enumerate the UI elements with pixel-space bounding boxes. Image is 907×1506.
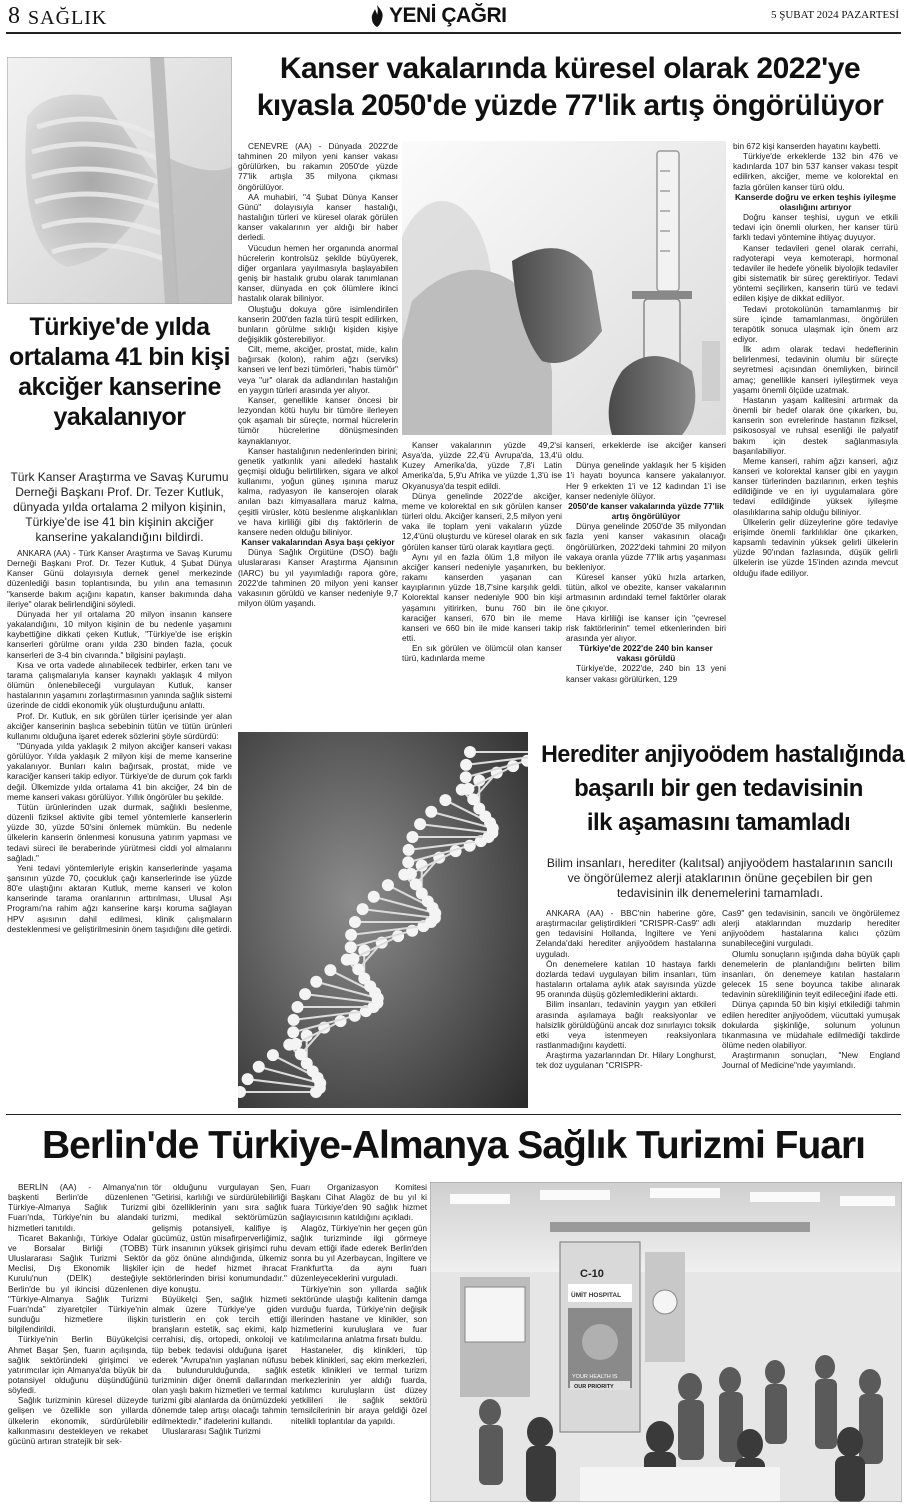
paragraph: kanseri, erkeklerde ise akciğer kanseri oldu. bbox=[566, 440, 726, 461]
paragraph: Meme kanseri, rahim ağzı kanseri, ağız kanseri ve kolorektal kanser gibi en yaygın kanser türlerinden bazılarının, erken teşhis edildiğinde ve en iyi uygulamalara göre tedavi edildiğinde yüksek iyileşme olasılıklarına sahip olduğu biliniyor. bbox=[733, 455, 898, 517]
paragraph: Olumlu sonuçların ışığında daha büyük çaplı denemelerin de planlandığını belirten bilim insanları, ön denemeye katılan hastaların gelecek 15 sene boyunca takibe alınarak tedavinin sürekliliğinin teyit edileceğini ifade etti. bbox=[722, 948, 900, 1000]
fair-photo bbox=[430, 1182, 902, 1502]
paragraph: Ön denemelere katılan 10 hastaya farklı dozlarda tedavi uygulayan bilim insanları, tüm hastaların ortalama aylık atak sayısında yüzde 95 oranında düşüş gözlemlediklerini aktardı. bbox=[536, 958, 716, 1000]
paragraph: Uluslararası Sağlık Turizmi bbox=[162, 1425, 261, 1436]
gene-lead: Bilim insanları, herediter (kalıtsal) anjiyoödem hastalarının sancılı ve öngörülemez alerji ataklarının önüne geçebilen bir gen tedavisinin ilk denemelerini tamamladı. bbox=[546, 856, 894, 900]
dna-node bbox=[467, 793, 479, 805]
berlin-headline-wrap bbox=[6, 1118, 901, 1174]
dna-node bbox=[460, 771, 472, 783]
subheading: Türkiye'de 2022'de 240 bin kanser vakası görüldü bbox=[579, 643, 713, 664]
paragraph: Bilim insanları, tedavinin yaygın yan etkileri arasında aşılamaya bağlı reaksiyonlar ve halsizlik görüldüğünü ancak doz sınırlayıcı toksik etki veya istenmeyen reaksiyonlara rastlanmadığını kaydetti. bbox=[536, 999, 716, 1051]
paragraph: En sık görülen ve ölümcül olan kanser türü, kadınlarda meme bbox=[402, 643, 562, 664]
paragraph: BERLİN (AA) - Almanya'nın başkenti Berlin'de düzenlenen Türkiye-Almanya Sağlık Turizmi Fuarı'nda, Türkiye'nin bu alandaki hizmetleri tanıtıldı. bbox=[8, 1182, 148, 1233]
dna-node bbox=[414, 818, 426, 830]
paragraph: Dünya genelinde 2022'de akciğer, meme ve kolorektal en sık görülen kanser türleri oldu. Akciğer kanseri, 2,5 milyon yeni vaka ile toplam yeni vakaların yüzde 12,4'ünü oluşturdu ve küresel olarak en sık görülen kanser türü olarak kayıtlara geçti. bbox=[402, 490, 562, 552]
gene-headline-line: Herediter anjiyoödem hastalığında bbox=[541, 741, 905, 768]
dna-node bbox=[288, 1014, 300, 1026]
paragraph: Yeni tedavi yöntemleriyle erişkin kanserlerinde yaşama şansının yüzde 70, çocukluk çağı kanserlerinde ise yüzde 80'e ulaştığını aktaran Kutluk, meme kanseri ve kolon kanserinde tarama oranlarının arttırılması, Ulusal Aşı Programı'na rahim ağzı kanserine karşı koruma sağlayan HPV aşısının dahil edilmesi, klinik çalışmaların desteklenmesi ve geliştirilmesinin önem taşıdığını dile getirdi. bbox=[7, 862, 232, 934]
paragraph: bin 672 kişi kanserden hayatını kaybetti. bbox=[733, 141, 881, 151]
lung-headline-line: ortalama 41 bin kişi bbox=[8, 343, 230, 371]
berlin-col-2 bbox=[152, 1182, 287, 1500]
lung-headline-line: yakalanıyor bbox=[53, 403, 186, 431]
paragraph: Oluştuğu dokuya göre isimlendirilen kanserin 200'den fazla türü tespit edilirken, bunların görülme sıklığı kişiden kişiye değişiklik gösterebiliyor. bbox=[238, 303, 398, 344]
dna-node bbox=[439, 794, 451, 806]
dna-node bbox=[464, 746, 476, 758]
paragraph: CENEVRE (AA) - Dünyada 2022'de tahminen 20 milyon yeni kanser vakası görülürken, bu rakamın 2050'de yüzde 77'lik artışla 35 milyona çıkması öngörülüyor. bbox=[238, 141, 398, 192]
paragraph: ANKARA (AA) - Türk Kanser Araştırma ve Savaş Kurumu Derneği Başkanı Prof. Dr. Tezer Kutluk, 4 Şubat Dünya Kanser Günü dolayısıyla dernek genel merkezinde düzenlediği basın toplantısında, bu yılın ana temasının "kanserde bakım açığını kapatın, kanser bakımında daha ileriye" olarak belirlendiğini söyledi. bbox=[7, 548, 232, 609]
paragraph: Tedavi protokolünün tamamlanmış bir süre içinde tamamlanması, öngörülen terapötik sonuca ulaşmak için önem arz ediyor. bbox=[733, 303, 898, 344]
brand-name: YENİ ÇAĞRI bbox=[389, 4, 507, 27]
paragraph: Küresel kanser yükü hızla artarken, tütün, alkol ve obezite, kanser vakalarının artmasının ardındaki temel faktörler olarak öne çıkıyor. bbox=[566, 572, 726, 613]
main-col-1 bbox=[238, 141, 398, 716]
paragraph: Türkiye'de erkeklerde 132 bin 476 ve kadınlarda 107 bin 537 kanser vakası tespit edilirken, akciğer, meme ve kolorektal en fazla görülen kanser türü oldu. bbox=[733, 151, 898, 192]
main-headline-line: kıyasla 2050'de yüzde 77'lik artış öngörülüyor bbox=[256, 89, 884, 122]
main-col-2 bbox=[402, 440, 562, 716]
paragraph: İlk adım olarak tedavi hedeflerinin belirlenmesi, tedavinin olumlu bir süreçte seyretmesi açısından önemliyken, birincil amaç; genellikle kanseri iyileştirmek veya yaşamı önemli ölçüde uzatmak. bbox=[733, 344, 898, 395]
paragraph: Büyükelçi Şen, sağlık hizmeti almak üzere Türkiye'ye giden turistlerin en çok tercih ettiği branşların estetik, saç ekimi, kalp cerrahisi, diş, ortopedi, onkoloji ve tüp bebek tedavisi olduğuna işaret ederek "Avrupa'nın yaşlanan nüfusu da bulundurulduğunda, sağlık turizminin diğer önemli dallarından olan yaşlı bakım hizmetleri ve termal turizmi gibi alanlarda da önümüzdeki dönemde talep artışı olacağı tahmin edilmektedir." ifadelerini kullandı. bbox=[152, 1293, 287, 1426]
paragraph: Dünya genelinde yaklaşık her 5 kişiden 1'i hayatı boyunca kansere yakalanıyor. Her 9 erkekten 1'i ve 12 kadından 1'i ise kanser nedeniyle ölüyor. bbox=[566, 460, 726, 501]
section-rule bbox=[6, 1114, 901, 1115]
section-name: SAĞLIK bbox=[28, 7, 108, 29]
berlin-col-1 bbox=[8, 1182, 148, 1500]
dna-node bbox=[462, 783, 474, 795]
dna-node bbox=[403, 844, 415, 856]
dna-node bbox=[349, 916, 361, 928]
dna-node bbox=[405, 868, 417, 880]
dna-node bbox=[295, 1048, 307, 1060]
poster-line-2: OUR PRIORITY bbox=[574, 1384, 614, 1390]
paragraph: Türkiye'nin Berlin Büyükelçisi Ahmet Başar Şen, fuarın açılışında, sağlık sektöründeki girişimci ve yatırımcılar için Almanya'da büyük bir potansiyel olduğunu düşündüğünü söyledi. bbox=[8, 1334, 148, 1396]
paragraph: Türkiye'nin son yıllarda sağlık sektöründe ulaştığı kalitenin damga vurduğu fuarda, Türkiye'nin değişik illerinden hastane ve klinikler, son hizmetlerini kuruluşlara ve fuar katılımcılarına anlatma fırsatı buldu. bbox=[291, 1283, 427, 1345]
dna-node bbox=[290, 1038, 302, 1050]
subheading: Kanserde doğru ve erken teşhis iyileşme olasılığını artırıyor bbox=[735, 191, 896, 212]
page-number: 8 bbox=[8, 3, 20, 29]
hospital-name: ÜMİT HOSPITAL bbox=[571, 1292, 622, 1299]
paragraph: Dünya Sağlık Örgütüne (DSÖ) bağlı uluslararası Kanser Araştırma Ajansının (IARC) bu yıl yayımladığı rapora göre, 2022'de tahminen 20 milyon yeni kanser vakasının görüldü ve kanser nedeniyle 9,7 milyon ölüm yaşandı. bbox=[238, 547, 398, 609]
dna-node bbox=[407, 831, 419, 843]
lung-lead: Türk Kanser Araştırma ve Savaş Kurumu Derneği Başkanı Prof. Dr. Tezer Kutluk, dünyada yılda ortalama 2 milyon kişinin, Türkiye'de ise 41 bin kişinin akciğer kanserine yakalandığını bildirdi. bbox=[10, 470, 229, 544]
dna-node bbox=[460, 759, 472, 771]
paragraph: Kanser, genellikle kanser öncesi bir lezyondan kötü huylu bir tümöre ilerleyen çok aşamalı bir süreçte, normal hücrelerin tümör hücrelerine dönüşmesinden kaynaklanıyor. bbox=[238, 394, 398, 446]
paragraph: Hava kirliliği ise kanser için "çevresel risk faktörlerinin" temel etkenlerinden biri arasında yer alıyor. bbox=[566, 612, 726, 643]
berlin-col-3 bbox=[291, 1182, 427, 1500]
paragraph: Hastanın yaşam kalitesini artırmak da önemli bir hedef olarak öne çıkarken, bu, kanserin son evrelerinde hastanın fiziksel, psikososyal ve ruhsal esenliği ile palyatif bakım için destek sağlanmasıyla başarılabiliyor. bbox=[733, 394, 898, 456]
paragraph: Dünya genelinde 2050'de 35 milyondan fazla yeni kanser vakasının olacağı öngörülürken, 2022'deki tahmini 20 milyon vakaya oranla yüzde 77'lik artış yaşanması bekleniyor. bbox=[566, 521, 726, 572]
syringe-photo bbox=[402, 141, 726, 435]
dna-node bbox=[347, 953, 359, 965]
gene-col-2 bbox=[722, 908, 900, 1108]
dna-node bbox=[253, 1061, 265, 1073]
dna-photo bbox=[238, 732, 528, 1108]
main-headline bbox=[238, 50, 902, 124]
dna-node bbox=[402, 856, 414, 868]
paragraph: Aynı yıl en fazla ölüm 1,8 milyon ile akciğer kanseri nedeniyle yaşanırken, bu rakamı kanserden yaşanan can kayıplarının yüzde 18,7'sine karşılık geldi. Kolorektal kanser nedeniyle 900 bin kişi yaşamını yitirirken, bunu 760 bin ile karaciğer kanseri, 670 bin ile meme kanseri ve 660 bin ile mide kanseri takip etti. bbox=[402, 551, 562, 643]
lung-body bbox=[7, 548, 232, 1108]
lung-headline-line: Türkiye'de yılda bbox=[29, 313, 210, 341]
main-col-3 bbox=[566, 440, 726, 716]
paragraph: Kanser hastalığının nedenlerinden birini; genetik yatkınlık yani ailedeki hastalık geçmişi olduğu belirtilirken, sigara ve alkol kullanımı, yoğun güneş ışınına maruz kalma, radyasyon ile kanserojen olarak anılan bazı kimyasallara maruz kalma, çeşitli virüsler, kötü beslenme alışkanlıkları ve hava kirliliği gibi dış faktörlerin de kansere neden olduğu biliniyor. bbox=[238, 445, 398, 537]
booth-number: C-10 bbox=[580, 1268, 604, 1280]
dna-node bbox=[425, 806, 437, 818]
paragraph: Ticaret Bakanlığı, Türkiye Odalar ve Borsalar Birliği (TOBB) Uluslararası Sağlık Turizmi Sektör Meclisi, Dış Ekonomik İlişkiler Kurulu'nun (DEİK) desteğiyle Berlin'de bu yıl ikincisi düzenlenen "Türkiye-Almanya Sağlık Turizmi Fuarı'nda" ziyaretçiler Türkiye'nin sunduğu hizmetlere ilişkin bilgilendirildi. bbox=[8, 1232, 148, 1335]
xray-photo bbox=[7, 57, 232, 304]
dna-node bbox=[357, 903, 369, 915]
dna-node bbox=[287, 1026, 299, 1038]
dna-node bbox=[352, 963, 364, 975]
paragraph: Cas9" gen tedavisinin, sancılı ve öngörülemez alerji ataklarından muzdarip herediter anjiyoödem hastalarına kalıcı çözüm sunabileceğini vurguladı. bbox=[722, 908, 900, 949]
dna-node bbox=[368, 891, 380, 903]
flame-logo-icon bbox=[368, 4, 386, 28]
dna-node bbox=[410, 878, 422, 890]
subheading: 2050'de kanser vakalarında yüzde 77'lik artış öngörülüyor bbox=[568, 500, 724, 522]
paragraph: "Dünyada yılda yaklaşık 2 milyon akciğer kanseri vakası görülüyor. Yılda yaklaşık 2 milyon kişi de meme kanserine yakalanıyor. Bunları kalın bağırsak, prostat, mide ve karaciğer kanseri takip ediyor. Türkiye'de de durum çok farklı değil. Ülkemizde yılda ortalama 41 bin akciğer, 24 bin de meme kanseri vakası görülüyor. Yıllık öngörüler bu şekilde. bbox=[7, 740, 232, 802]
paragraph: ANKARA (AA) - BBC'nin haberine göre, araştırmacılar geliştirdikleri "CRISPR-Cas9" adlı gen tedavisini Hollanda, İngiltere ve Yeni Zelanda'daki herediter anjiyoödem hastalarına uyguladı. bbox=[536, 908, 716, 959]
dna-node bbox=[324, 964, 336, 976]
paragraph: Türkiye'de, 2022'de, 240 bin 13 yeni kanser vakası görülürken, 129 bbox=[566, 663, 726, 684]
paragraph: Vücudun hemen her organında anormal hücrelerin kontrolsüz şekilde büyüyerek, diğer organlara yayılmasıyla başlayabilen geniş bir hastalık grubu olarak tanımlanan kanser, dünyada en çok ölümlere ikinci hastalık olarak biliniyor. bbox=[238, 242, 398, 304]
berlin-headline: Berlin'de Türkiye-Almanya Sağlık Turizmi Fuarı bbox=[42, 1124, 865, 1167]
paragraph: Ülkelerin gelir düzeylerine göre tedaviye erişimde önemli farklılıklar öne çıkarken, kapsamlı tedavinin yüksek gelirli ülkelerin yüzde 90'ından fazlasında, düşük gelirli ülkelerin ise yüzde 15'inden azında mevcut olduğu ifade ediliyor. bbox=[733, 516, 898, 578]
paragraph: AA muhabiri, "4 Şubat Dünya Kanser Günü" dolayısıyla kanser hastalığı, hastalığın türleri ve küresel olarak görülen kanser vakalarının yer aldığı bir haber derledi. bbox=[238, 191, 398, 243]
masthead-rule bbox=[6, 32, 901, 34]
paragraph: Araştırma yazarlarından Dr. Hilary Longhurst, tek doz uygulanan "CRISPR- bbox=[536, 1050, 716, 1071]
gene-col-1 bbox=[536, 908, 716, 1108]
poster-line-1: YOUR HEALTH IS bbox=[572, 1374, 618, 1380]
gene-headline bbox=[535, 738, 905, 840]
brand-logo bbox=[368, 2, 507, 30]
paragraph: tör olduğunu vurgulayan Şen, "Getirisi, karlılığı ve sürdürülebilirliği gibi özelliklerinin yanı sıra sağlık turizmi, medikal sektörümüzün gelişmiş potansiyeli, kalifiye iş gücümüz, üstün misafirperverliğimiz, Türk insanının yüksek girişimci ruhu da göz önüne alındığında, ülkemiz için de hedef hizmet ihracat sektörlerinden birisi konumundadır." diye konuştu. bbox=[152, 1182, 287, 1294]
lung-headline bbox=[7, 312, 232, 432]
paragraph: Dünyada her yıl ortalama 20 milyon insanın kansere yakalandığını, 10 milyon kişinin de bu nedenle yaşamını kaybettiğine dikkati çeken Kutluk, "Türkiye'de ise erişkin kanserleri görülme oranı yılda 230 binden fazla, çocuk kanserleri de 3-4 bin civarında." bilgisini paylaştı. bbox=[7, 608, 232, 660]
dna-node bbox=[310, 976, 322, 988]
paragraph: Araştırmanın sonuçları, "New England Journal of Medicine"nde yayımlandı. bbox=[722, 1050, 900, 1071]
paragraph: Dünya çapında 50 bin kişiyi etkilediği tahmin edilen herediter anjiyoödem, vücuttaki yumuşak dokularda şişkinliğe, solunum yolunun tıkanmasına ve müdahale edilmediği takdirde ölüme neden olabiliyor. bbox=[722, 999, 900, 1051]
main-headline-line: Kanser vakalarında küresel olarak 2022'ye bbox=[279, 52, 861, 85]
dna-node bbox=[382, 879, 394, 891]
paragraph: Tütün ürünlerinden uzak durmak, sağlıklı beslenme, düzenli fiziksel aktivite gibi temel yöntemlerle kanserlerin yüzde 30, yüzde 50'sini önlemek mümkün. Bu nedenle ülkelerin kanserin önlenmesi konusuna yatırım yapması ve tedavi süreci ile beraberinde yürütmesi ciddi yol almalarını sağladı." bbox=[7, 801, 232, 863]
issue-date: 5 ŞUBAT 2024 PAZARTESİ bbox=[770, 9, 899, 21]
paragraph: Kısa ve orta vadede alınabilecek tedbirler, erken tanı ve tarama çalışmalarıyla kanser kaynaklı yaklaşık 4 milyon ölümün önlenebileceği vurgulayan Kutluk, kanser hastalarının yaşamını zorlaştırmasının yanında sağlık sistemi üzerinde de ciddi ekonomik yük oluşturduğunu anlattı. bbox=[7, 659, 232, 711]
paragraph: Kanser tedavileri genel olarak cerrahi, radyoterapi veya kemoterapi, hormonal tedaviler ile hedefe yönelik biyolojik tedaviler gibi sistematik bir süreç gerektiriyor. Tedavi yöntemi seçilirken, kanserin türü ve tedavi edilen kişiye de dikkat ediliyor. bbox=[733, 242, 898, 304]
dna-node bbox=[267, 1049, 279, 1061]
paragraph: Prof. Dr. Kutluk, en sık görülen türler içerisinde yer alan akciğer kanserinin başlıca sebebinin tütün ve tütün ürünleri kullanımı olduğuna işaret ederek sözlerini şöyle sürdürdü: bbox=[7, 710, 232, 741]
paragraph: Alagöz, Türkiye'nin her geçen gün sağlık turizminde ilgi görmeye devam ettiği ifade ederek Berlin'den sonra bu yıl Azerbaycan, İngiltere ve Frankfurt'ta da aynı fuarı düzenleyeceklerini vurguladı. bbox=[291, 1222, 427, 1284]
dna-node bbox=[345, 929, 357, 941]
dna-node bbox=[299, 988, 311, 1000]
paragraph: Sağlık turizminin küresel düzeyde gelişen ve özellikle son yıllarda ülkelerin ekonomik, sürdürülebilir kalkınmasını destekleyen ve rekabet gücünü artıran stratejik bir sek- bbox=[8, 1395, 148, 1446]
main-col-4 bbox=[733, 141, 898, 716]
dna-node bbox=[242, 1073, 254, 1085]
gene-headline-line: başarılı bir gen tedavisinin bbox=[574, 775, 863, 802]
paragraph: Cilt, meme, akciğer, prostat, mide, kalın bağırsak (kolon), rahim ağzı (serviks) kanseri ve lenf bezi tümörleri, "habis tümör" veya "ur" olarak da adlandırılan hastalığın en yaygın türleri arasında yer alıyor. bbox=[238, 344, 398, 395]
dna-node bbox=[292, 1001, 304, 1013]
lung-headline-line: akciğer kanserine bbox=[18, 373, 221, 401]
paragraph: Doğru kanser teşhisi, uygun ve etkili tedavi için önemli olurken, her kanser türü farklı tedavi yöntemine ihtiyaç duyuyor. bbox=[733, 212, 898, 243]
paragraph: Hastaneler, diş klinikleri, tüp bebek klinikleri, saç ekim merkezleri, estetik klinikleri ve termal turizm merkezlerinin yer aldığı fuarda, katılımcı kuruluşların üst düzey yetkilileri ile sağlık sektörü temsilcilerinin bir araya geldiği özel nitelikli toplantılar da yapıldı. bbox=[291, 1344, 427, 1426]
gene-headline-line: ilk aşamasını tamamladı bbox=[586, 809, 851, 836]
dna-node bbox=[345, 941, 357, 953]
paragraph: Fuarı Organizasyon Komitesi Başkanı Cihat Alagöz de bu yıl ki fuara Türkiye'den 90 sağlık hizmet sağlayıcısının katıldığını açıkladı. bbox=[291, 1182, 427, 1223]
subheading: Kanser vakalarından Asya başı çekiyor bbox=[241, 537, 395, 548]
paragraph: Kanser vakalarının yüzde 49,2'si Asya'da, yüzde 22,4'ü Avrupa'da, 13,4'ü Kuzey Amerika'da, yüzde 7,8'i Latin Amerika'da, 5,9'u Afrika ve yüzde 1,3'ü ise Okyanusya'da tespit edildi. bbox=[402, 440, 562, 491]
